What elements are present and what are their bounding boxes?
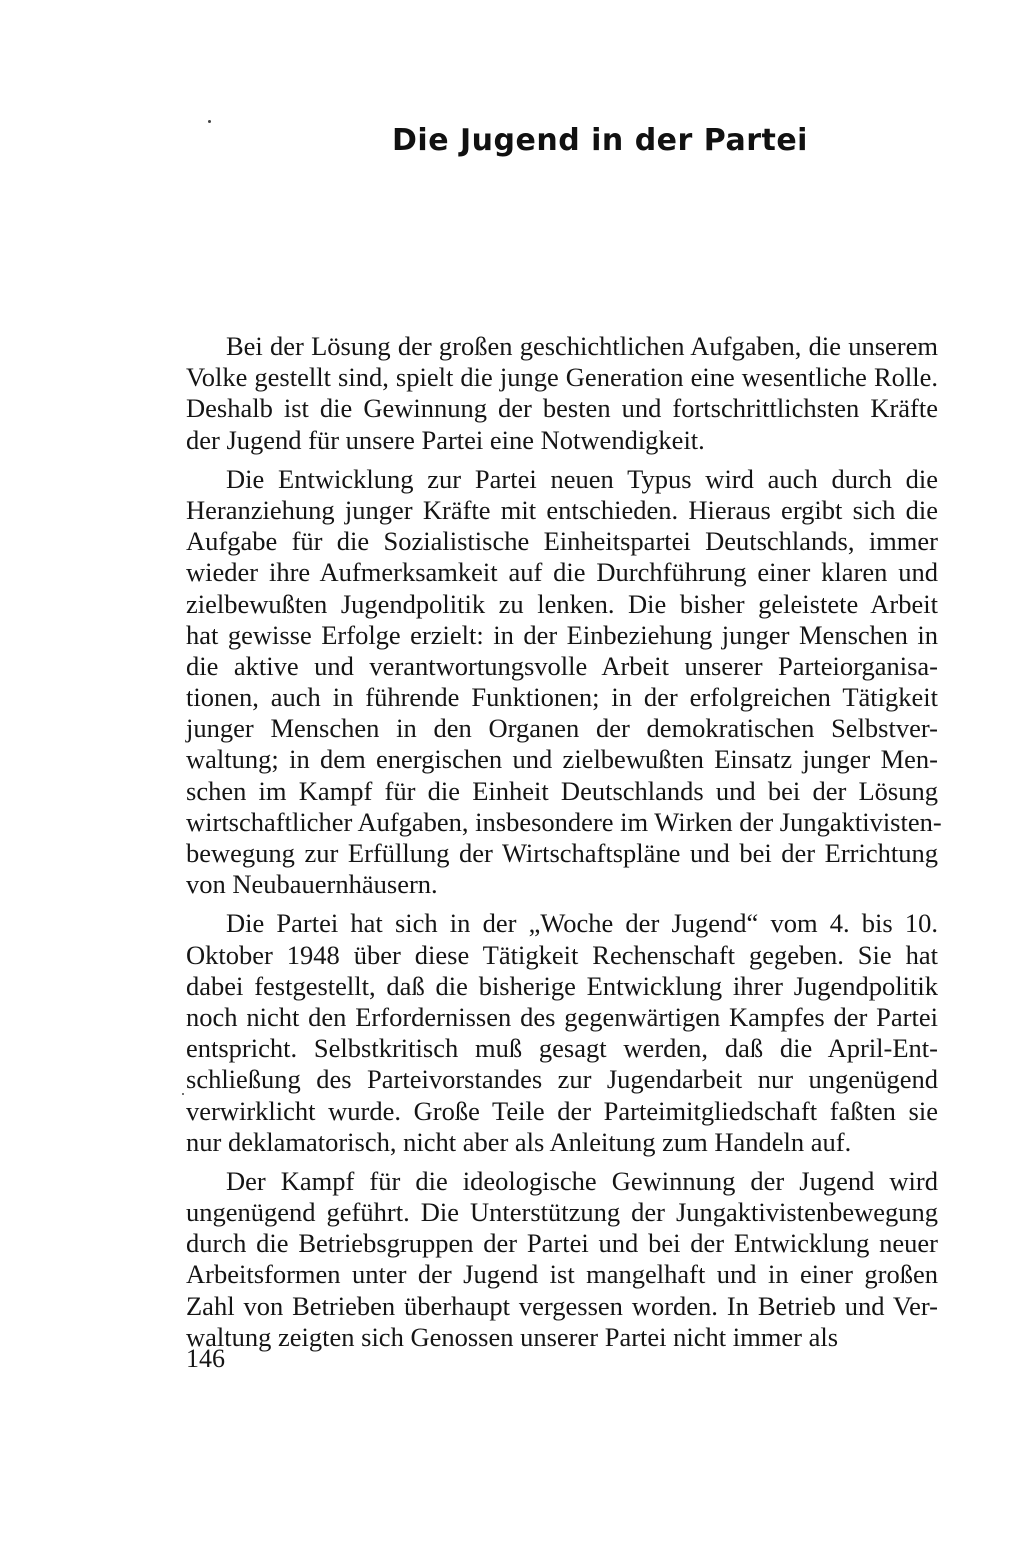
text-line: bewegung zur Erfüllung der Wirtschaftspläne und bei der Errichtung <box>186 838 938 868</box>
text-line: tionen, auch in führende Funktionen; in der erfolgreichen Tätigkeit <box>186 682 938 713</box>
paragraph <box>186 463 942 901</box>
text-line: entspricht. Selbstkritisch muß gesagt werden, daß die April-Ent- <box>186 1033 938 1064</box>
text-line: durch die Betriebsgruppen der Partei und bei der Entwicklung neuer <box>186 1228 938 1259</box>
paragraph <box>186 331 938 456</box>
paragraph <box>186 908 938 1158</box>
text-line: Die Entwicklung zur Partei neuen Typus wird auch durch die <box>226 463 938 494</box>
text-line: Heranziehung junger Kräfte mit entschieden. Hieraus ergibt sich die <box>186 494 938 525</box>
print-speck <box>182 1093 184 1095</box>
text-line: von Neubauernhäusern. <box>186 869 438 900</box>
text-line: schen im Kampf für die Einheit Deutschlands und bei der Lösung <box>186 775 938 806</box>
paragraph <box>186 1166 938 1353</box>
text-line: Oktober 1948 über diese Tätigkeit Rechenschaft gegeben. Sie hat <box>186 939 938 970</box>
text-line: Deshalb ist die Gewinnung der besten und fortschrittlichsten Kräfte <box>186 393 938 424</box>
text-line: junger Menschen in den Organen der demokratischen Selbstver- <box>186 713 938 744</box>
text-line: Der Kampf für die ideologische Gewinnung der Jugend wird <box>226 1165 938 1196</box>
text-line: Bei der Lösung der großen geschichtlichen Aufgaben, die unserem <box>226 331 938 361</box>
text-line: Aufgabe für die Sozialistische Einheitspartei Deutschlands, immer <box>186 526 938 557</box>
body-text <box>186 331 942 1361</box>
text-line: die aktive und verantwortungsvolle Arbeit unserer Parteiorganisa- <box>186 650 938 681</box>
text-line: wirtschaftlicher Aufgaben, insbesondere im Wirken der Jungaktivisten- <box>186 806 942 837</box>
text-line: schließung des Parteivorstandes zur Jugendarbeit nur ungenügend <box>186 1064 938 1095</box>
text-line: Zahl von Betrieben überhaupt vergessen worden. In Betrieb und Ver- <box>186 1290 938 1321</box>
text-line: wieder ihre Aufmerksamkeit auf die Durchführung einer klaren und <box>186 557 938 588</box>
text-line: Volke gestellt sind, spielt die junge Generation eine wesentliche Rolle. <box>186 362 938 393</box>
text-line: Arbeitsformen unter der Jugend ist mangelhaft und in einer großen <box>186 1259 938 1290</box>
text-line: noch nicht den Erfordernissen des gegenwärtigen Kampfes der Partei <box>186 1001 938 1032</box>
text-line: nur deklamatorisch, nicht aber als Anleitung zum Handeln auf. <box>186 1126 852 1157</box>
text-line: hat gewisse Erfolge erzielt: in der Einbeziehung junger Menschen in <box>186 619 938 650</box>
chapter-title: Die Jugend in der Partei <box>392 123 808 159</box>
text-line: zielbewußten Jugendpolitik zu lenken. Die bisher geleistete Arbeit <box>186 588 938 619</box>
page-number: 146 <box>186 1344 225 1373</box>
text-line: verwirklicht wurde. Große Teile der Parteimitgliedschaft faßten sie <box>186 1095 938 1126</box>
text-line: ungenügend geführt. Die Unterstützung der Jungaktivistenbewegung <box>186 1197 938 1228</box>
text-line: Die Partei hat sich in der „Woche der Jugend“ vom 4. bis 10. <box>226 908 938 939</box>
text-line: dabei festgestellt, daß die bisherige Entwicklung ihrer Jugendpolitik <box>186 970 938 1001</box>
text-line: waltung; in dem energischen und zielbewußten Einsatz junger Men- <box>186 744 938 775</box>
text-line: waltung zeigten sich Genossen unserer Partei nicht immer als <box>186 1321 839 1352</box>
text-line: der Jugend für unsere Partei eine Notwendigkeit. <box>186 424 705 455</box>
